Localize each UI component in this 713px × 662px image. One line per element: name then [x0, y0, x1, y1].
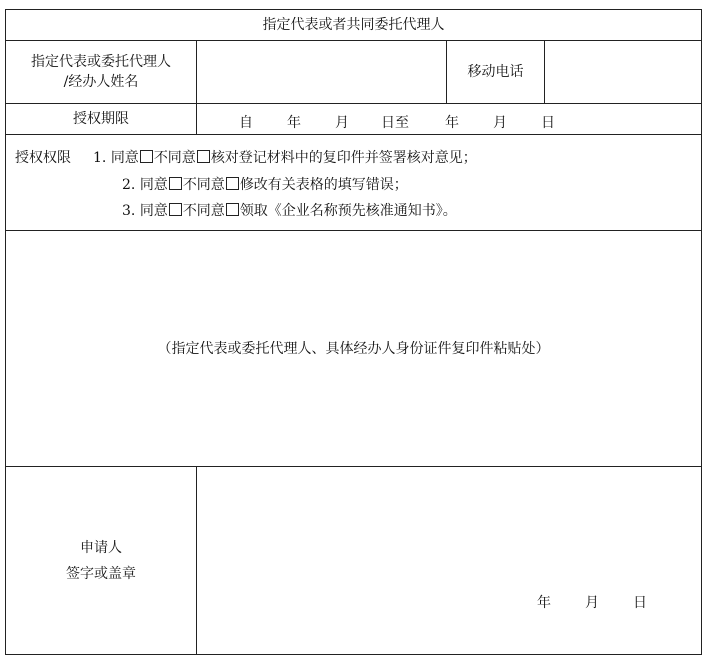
- agree-checkbox[interactable]: [169, 177, 182, 190]
- phone-label: 移动电话: [467, 64, 524, 80]
- signature-field[interactable]: [196, 467, 701, 654]
- sign-year: 年: [537, 595, 551, 611]
- period-field[interactable]: [196, 104, 701, 134]
- sign-or-seal-label: 签字或盖章: [66, 565, 136, 582]
- period-year1: 年: [287, 115, 301, 131]
- authority-row: [6, 135, 701, 231]
- name-row: [6, 41, 701, 104]
- item-number: 3.: [122, 203, 136, 219]
- item-number: 2.: [122, 177, 136, 193]
- period-year2: 年: [445, 115, 459, 131]
- signature-row: [6, 467, 701, 654]
- item-text: 修改有关表格的填写错误；: [239, 177, 408, 193]
- id-copy-placeholder: （指定代表或委托代理人、具体经办人身份证件复印件粘贴处）: [157, 340, 550, 357]
- disagree-label: 不同意: [182, 177, 225, 193]
- period-label-cell: [6, 104, 196, 134]
- name-label-line2: /经办人姓名: [63, 74, 139, 90]
- form-title-row: [6, 10, 701, 41]
- item-number: 1.: [93, 150, 107, 166]
- disagree-checkbox[interactable]: [226, 203, 239, 216]
- disagree-label: 不同意: [153, 150, 196, 166]
- signature-label-cell: [6, 467, 196, 654]
- form-title: 指定代表或者共同委托代理人: [262, 17, 445, 33]
- authority-item-2: [122, 175, 408, 195]
- agree-checkbox[interactable]: [169, 203, 182, 216]
- period-row: [6, 104, 701, 135]
- agree-checkbox[interactable]: [140, 150, 153, 163]
- agree-label: 同意: [110, 150, 139, 166]
- period-month1: 月: [335, 115, 349, 131]
- authorization-form: [5, 9, 702, 655]
- disagree-label: 不同意: [182, 203, 225, 219]
- phone-label-cell: [446, 41, 544, 103]
- period-label: 授权期限: [73, 111, 129, 127]
- name-field[interactable]: [196, 41, 446, 103]
- period-day2: 日: [541, 115, 555, 131]
- period-day1-to: 日至: [381, 115, 409, 131]
- agree-label: 同意: [139, 177, 168, 193]
- period-from: 自: [239, 115, 253, 131]
- sign-month: 月: [585, 595, 599, 611]
- name-label-cell: [6, 41, 196, 103]
- disagree-checkbox[interactable]: [226, 177, 239, 190]
- item-text: 核对登记材料中的复印件并签署核对意见；: [210, 150, 477, 166]
- authority-item-1: [93, 148, 477, 168]
- disagree-checkbox[interactable]: [197, 150, 210, 163]
- id-copy-area: [6, 231, 701, 467]
- name-label-line1: 指定代表或委托代理人: [31, 54, 171, 70]
- applicant-label: 申请人: [80, 539, 122, 556]
- authority-label: 授权权限: [15, 150, 71, 166]
- sign-day: 日: [633, 595, 647, 611]
- phone-field[interactable]: [544, 41, 701, 103]
- item-text: 领取《企业名称预先核准通知书》。: [239, 203, 457, 219]
- authority-item-3: [122, 201, 457, 221]
- period-month2: 月: [493, 115, 507, 131]
- agree-label: 同意: [139, 203, 168, 219]
